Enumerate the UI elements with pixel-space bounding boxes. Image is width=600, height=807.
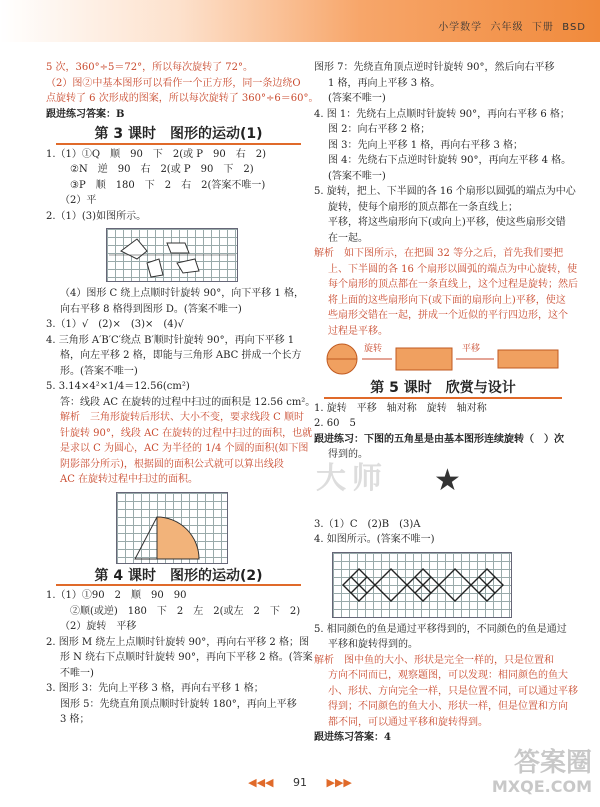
text-line: 3. 图形 3：先向上平移 3 格，再向右平移 1 格； [46, 683, 264, 694]
text-line: （2）图②中基本图形可以看作一个正方形，同一条边绕O [46, 77, 301, 89]
text-line: 答：线段 AC 在旋转的过程中扫过的面积是 12.56 cm²。 [60, 396, 316, 408]
text-line: ③P 顺 180 下 2 右 2(答案不唯一) [70, 179, 266, 191]
text-line: 图形 5：先绕直角顶点顺时针旋转 180°，再向上平移 [60, 698, 297, 710]
text-line: 阴影部分所示)，根据圆的面积公式就可以算出线段 [60, 458, 284, 470]
circle-diagram [314, 342, 564, 376]
text-line: 图 3：先向上平移 1 格，再向右平移 3 格； [328, 139, 523, 151]
text-line: 1.（1）①Q 顺 90 下 2(或 P 90 右 2) [46, 148, 266, 160]
stamp-text: 大师 [316, 460, 388, 496]
text-line: 2.（1）(3)如图所示。 [46, 210, 147, 222]
text-line: （4）图形 C 绕上点顺时针旋转 90°，向下平移 1 格， [60, 288, 304, 299]
text-line: 图 2：向右平移 2 格； [328, 124, 431, 135]
text-line: 解析 三角形旋转后形状、大小不变，要求线段 C 顺时 [60, 412, 305, 423]
text-line: （2）旋转 平移 [60, 621, 137, 632]
text-line: 是求以 C 为圆心，AC 为半径的 1/4 个圆的面积(如下图 [60, 443, 309, 454]
text-line: 每个扇形的顶点都在一条直线上，这个过程是旋转；然后 [328, 279, 578, 290]
pattern-shapes [333, 553, 511, 617]
text-line: 4. 图 1：先绕右上点顺时针旋转 90°，再向右平移 6 格； [314, 108, 570, 120]
term-label: 下册 [531, 22, 554, 33]
text-line: 图 4：先绕右下点逆时针旋转 90°，再向左平移 4 格。 [328, 155, 572, 166]
prev-arrows-icon: ◀◀◀ [248, 776, 274, 789]
text-line: ②顺(或逆) 180 下 2 左 2(或左 2 下 2) [70, 605, 301, 617]
header-info [438, 18, 586, 33]
text-line: （2）平 [60, 195, 97, 206]
text-line: 2. 图形 M 绕左上点顺时针旋转 90°，再向右平移 2 格；图 [46, 636, 309, 648]
follow-answer: 跟进练习答案：4 [314, 732, 391, 743]
section-title-3: 第 3 课时 图形的运动(1) [46, 127, 311, 143]
text-line: 针旋转 90°，线段 AC 在旋转的过程中扫过的面积，也就 [60, 427, 313, 439]
grid-figure-2 [116, 492, 228, 564]
text-line: 1 格，再向上平移 3 格。 [328, 77, 441, 89]
follow-answer: 跟进练习答案：B [46, 108, 125, 120]
rotate-label: 旋转 [364, 344, 383, 354]
text-line: 2. 60 5 [314, 418, 356, 429]
text-line: 平移和旋转得到的。 [328, 639, 418, 650]
star-icon: ★ [434, 462, 461, 498]
shapes-figure-1 [107, 229, 237, 281]
watermark-text: 答案圈 [513, 748, 592, 778]
text-line: 5. 3.14×4²×1/4＝12.56(cm²) [46, 381, 190, 392]
text-line: 5. 相同颜色的鱼是通过平移得到的，不同颜色的鱼是通过 [314, 623, 567, 635]
section-title-4: 第 4 课时 图形的运动(2) [46, 569, 311, 585]
page-number: 91 [293, 776, 307, 789]
text-line: 3.（1）C (2)B (3)A [314, 518, 421, 530]
text-line: 形 N 绕右下点顺时针旋转 90°，再向下平移 2 格。(答案 [60, 652, 313, 663]
text-line: 都不同，可以通过平移和旋转得到。 [328, 716, 488, 728]
text-line: 得到；不同颜色的鱼大小、形状一样，但是位置和方向 [328, 701, 568, 712]
star-figure [314, 460, 572, 513]
watermark-url: MXQE.COM [491, 777, 592, 796]
text-line: 4. 三角形 A′B′C′绕点 B′顺时针旋转 90°，再向下平移 1 [46, 334, 295, 346]
watermark [491, 748, 592, 799]
text-line: 过程是平移。 [328, 325, 388, 337]
text-line: 图形 7：先绕直角顶点逆时针旋转 90°，然后向右平移 [314, 62, 555, 73]
text-line: 5 次，360°÷5＝72°，所以每次旋转了 72°。 [46, 62, 253, 73]
text-line: 1. 旋转 平移 轴对称 旋转 轴对称 [314, 402, 487, 414]
text-line: 4. 如图所示。(答案不唯一) [314, 534, 435, 545]
text-line: 3 格； [60, 714, 90, 725]
text-line: 跟进练习：下图的五角星是由基本图形连续旋转（ ）次 [314, 433, 564, 445]
text-line: 格，向左平移 2 格，即能与三角形 ABC 拼成一个长方 [60, 350, 302, 361]
text-line: 得到的。 [328, 449, 368, 460]
text-line: 平移，将这些扇形向下(或向上)平移，使这些扇形交错 [328, 217, 566, 228]
grid-figure-1 [106, 228, 238, 282]
text-line: 5. 旋转，把上、下半圆的各 16 个扇形以圆弧的端点为中心 [314, 186, 576, 197]
text-line: 向右平移 8 格得到图形 D。(答案不唯一) [60, 303, 242, 315]
text-line: 将上面的这些扇形向下(或下面的扇形向上)平移，使这 [328, 294, 566, 306]
right-column [314, 60, 578, 746]
translate-label: 平移 [462, 344, 481, 354]
text-line: 上、下半圆的各 16 个扇形以圆弧的端点为中心旋转，使 [328, 263, 578, 275]
text-line: 旋转，使每个扇形的顶点都在一条直线上； [328, 201, 518, 213]
quarter-circle-figure [117, 493, 227, 563]
text-line: 在一起。 [328, 232, 368, 244]
left-column [46, 60, 319, 728]
text-line: AC 在旋转过程中扫过的面积。 [60, 474, 199, 485]
text-line: 小、形状、方向完全一样，只是位置不同，可以通过平移 [328, 685, 578, 697]
text-line: 点旋转了 6 次形成的图案，所以每次旋转了 360°÷6＝60°。 [46, 93, 319, 104]
subject-label: 小学数学 [438, 22, 483, 33]
text-line: 方向不同而已，观察题图，可以发现：相同颜色的鱼大 [328, 670, 568, 681]
text-line: 1.（1）①90 2 顺 90 90 [46, 590, 187, 601]
text-line: (答案不唯一) [328, 93, 386, 104]
text-line: 解析 图中鱼的大小、形状是完全一样的，只是位置和 [314, 654, 554, 666]
text-line: ②N 逆 90 右 2(或 P 90 下 2) [70, 164, 254, 175]
text-line: (答案不唯一) [328, 170, 386, 182]
pattern-grid-figure [332, 552, 512, 618]
circle-transform-figure [314, 342, 572, 376]
edition-label: BSD [562, 22, 586, 33]
text-line: 解析 如下图所示，在把圆 32 等分之后，首先我们要把 [314, 248, 564, 259]
grade-label: 六年级 [490, 22, 524, 33]
text-line: 些扇形交错在一起，拼成一个近似的平行四边形，这个 [328, 310, 568, 321]
section-title-5: 第 5 课时 欣赏与设计 [314, 381, 572, 397]
text-line: 不唯一) [60, 667, 94, 679]
next-arrows-icon: ▶▶▶ [326, 776, 352, 789]
text-line: 形。(答案不唯一) [60, 365, 138, 377]
text-line: 3.（1）√ (2)× (3)× (4)√ [46, 319, 184, 330]
